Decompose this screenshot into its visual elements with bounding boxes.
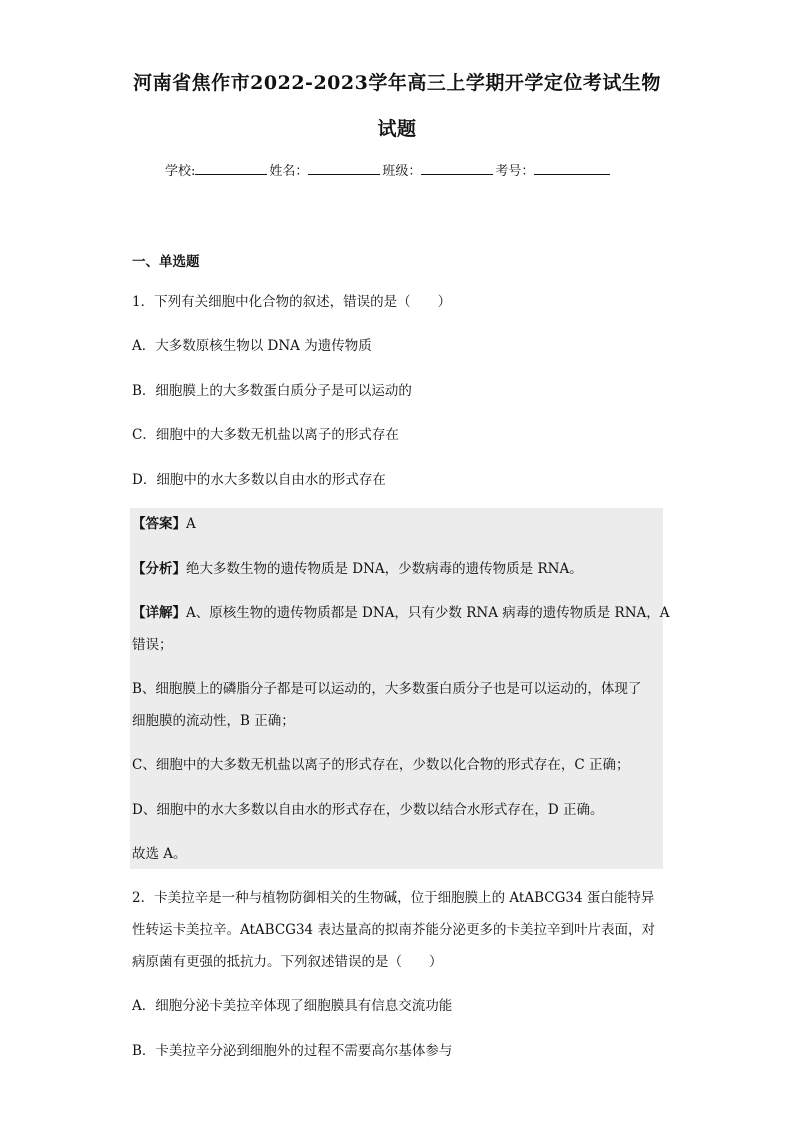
name-label: 姓名： [269, 164, 309, 179]
q2-option-b: B．卡美拉辛分泌到细胞外的过程不需要高尔基体参与 [132, 1043, 453, 1059]
q1-detail-b-line2: 细胞膜的流动性，B 正确； [132, 713, 295, 729]
document-title-line2: 试题 [377, 118, 417, 140]
detail-a-text: A、原核生物的遗传物质都是 DNA，只有少数 RNA 病毒的遗传物质是 RNA，A [186, 605, 670, 621]
school-label: 学校: [165, 164, 196, 179]
detail-tag: 【详解】 [132, 605, 186, 621]
section-heading: 一、单选题 [132, 254, 200, 270]
q2-stem-line3: 病原菌有更强的抵抗力。下列叙述错误的是（ ） [132, 954, 443, 970]
q1-answer [132, 514, 196, 534]
q1-option-c: C．细胞中的大多数无机盐以离子的形式存在 [132, 427, 399, 443]
q1-detail-d: D、细胞中的水大多数以自由水的形式存在，少数以结合水形式存在，D 正确。 [132, 802, 604, 818]
name-blank[interactable] [308, 160, 380, 175]
class-blank[interactable] [421, 160, 493, 175]
q1-conclusion: 故选 A。 [132, 846, 187, 862]
q2-stem-line2: 性转运卡美拉辛。AtABCG34 表达量高的拟南芥能分泌更多的卡美拉辛到叶片表面，对 [132, 922, 655, 938]
q1-detail-a-line1 [132, 603, 670, 623]
q2-stem-line1: 2．卡美拉辛是一种与植物防御相关的生物碱，位于细胞膜上的 AtABCG34 蛋白能特异 [132, 890, 655, 906]
q1-option-b: B．细胞膜上的大多数蛋白质分子是可以运动的 [132, 383, 412, 399]
q1-option-a: A．大多数原核生物以 DNA 为遗传物质 [132, 338, 372, 354]
q1-detail-c: C、细胞中的大多数无机盐以离子的形式存在，少数以化合物的形式存在，C 正确； [132, 757, 630, 773]
answer-tag: 【答案】 [132, 516, 186, 532]
student-info-row [165, 160, 612, 179]
school-blank[interactable] [195, 160, 267, 175]
answer-value: A [186, 516, 196, 532]
number-blank[interactable] [534, 160, 610, 175]
number-label: 考号： [495, 164, 535, 179]
q1-stem: 1．下列有关细胞中化合物的叙述，错误的是（ ） [132, 294, 452, 310]
q1-option-d: D．细胞中的水大多数以自由水的形式存在 [132, 472, 386, 488]
q1-detail-b-line1: B、细胞膜上的磷脂分子都是可以运动的，大多数蛋白质分子也是可以运动的，体现了 [132, 681, 642, 697]
analysis-tag: 【分析】 [132, 561, 186, 577]
q1-detail-a-line2: 错误； [132, 637, 173, 653]
class-label: 班级： [382, 164, 422, 179]
q1-analysis [132, 559, 583, 579]
analysis-text: 绝大多数生物的遗传物质是 DNA，少数病毒的遗传物质是 RNA。 [186, 561, 583, 577]
q2-option-a: A．细胞分泌卡美拉辛体现了细胞膜具有信息交流功能 [132, 998, 453, 1014]
document-title-line1: 河南省焦作市2022-2023学年高三上学期开学定位考试生物 [133, 72, 661, 94]
